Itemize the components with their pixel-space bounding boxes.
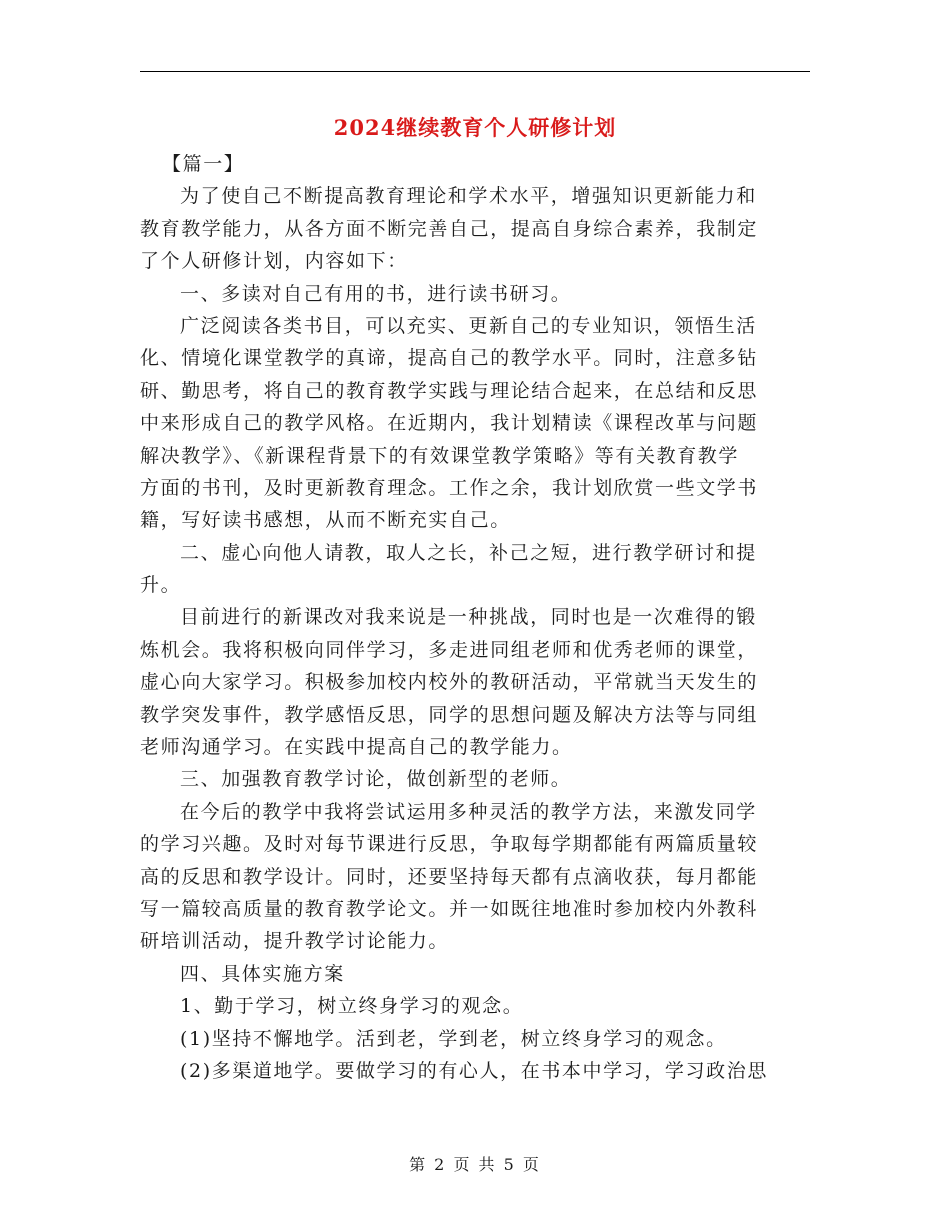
paragraph-line: 籍，写好读书感想，从而不断充实自己。 [140, 509, 511, 532]
paragraph-line: 广泛阅读各类书目，可以充实、更新自己的专业知识，领悟生活 [180, 314, 757, 337]
paragraph-line: 在今后的教学中我将尝试运用多种灵活的教学方法，来激发同学 [180, 800, 757, 823]
paragraph-line: 教育教学能力，从各方面不断完善自己，提高自身综合素养，我制定 [140, 217, 759, 240]
paragraph-line: 化、情境化课堂教学的真谛，提高自己的教学水平。同时，注意多钻 [140, 347, 759, 370]
subheading-line: 二、虚心向他人请教，取人之长，补己之短，进行教学研讨和提 [180, 541, 757, 564]
paragraph-line: 目前进行的新课改对我来说是一种挑战，同时也是一次难得的锻 [180, 606, 757, 629]
header-rule [140, 71, 810, 72]
paragraph-line: 炼机会。我将积极向同伴学习，多走进同组老师和优秀老师的课堂， [140, 638, 759, 661]
subheading-line: 升。 [140, 574, 182, 597]
paragraph-line: 为了使自己不断提高教育理论和学术水平，增强知识更新能力和 [180, 185, 757, 208]
subheading-line: 一、多读对自己有用的书，进行读书研习。 [180, 282, 572, 305]
list-item-line: 1、勤于学习，树立终身学习的观念。 [180, 995, 524, 1018]
paragraph-line: 研、勤思考，将自己的教育教学实践与理论结合起来，在总结和反思 [140, 379, 759, 402]
page-number-footer: 第 2 页 共 5 页 [409, 1155, 541, 1174]
paragraph-line: 教学突发事件，教学感悟反思，同学的思想问题及解决方法等与同组 [140, 703, 759, 726]
subheading-line: 三、加强教育教学讨论，做创新型的老师。 [180, 768, 572, 791]
paragraph-line: 老师沟通学习。在实践中提高自己的教学能力。 [140, 736, 573, 759]
paragraph-line: 了个人研修计划，内容如下： [140, 250, 408, 273]
paragraph-line: 方面的书刊，及时更新教育理念。工作之余，我计划欣赏一些文学书 [140, 476, 759, 499]
list-item-line: (1)坚持不懈地学。活到老，学到老，树立终身学习的观念。 [180, 1027, 727, 1050]
paragraph-line: 写一篇较高质量的教育教学论文。并一如既往地准时参加校内外教科 [140, 897, 759, 920]
paragraph-line: 研培训活动，提升教学讨论能力。 [140, 930, 450, 953]
document-body [140, 148, 810, 1087]
section-heading: 【篇一】 [162, 153, 245, 175]
document-title: 2024继续教育个人研修计划 [333, 115, 617, 140]
paragraph-line: 高的反思和教学设计。同时，还要坚持每天都有点滴收获，每月都能 [140, 865, 759, 888]
paragraph-line: 解决教学》、《新课程背景下的有效课堂教学策略》等有关教育教学 [140, 444, 740, 467]
paragraph-line: 中来形成自己的教学风格。在近期内，我计划精读《课程改革与问题 [140, 412, 759, 435]
paragraph-line: 的学习兴趣。及时对每节课进行反思，争取每学期都能有两篇质量较 [140, 833, 759, 856]
subheading-line: 四、具体实施方案 [180, 962, 345, 985]
paragraph-line: 虚心向大家学习。积极参加校内校外的教研活动，平常就当天发生的 [140, 671, 759, 694]
list-item-line: (2)多渠道地学。要做学习的有心人，在书本中学习，学习政治思 [180, 1059, 768, 1082]
